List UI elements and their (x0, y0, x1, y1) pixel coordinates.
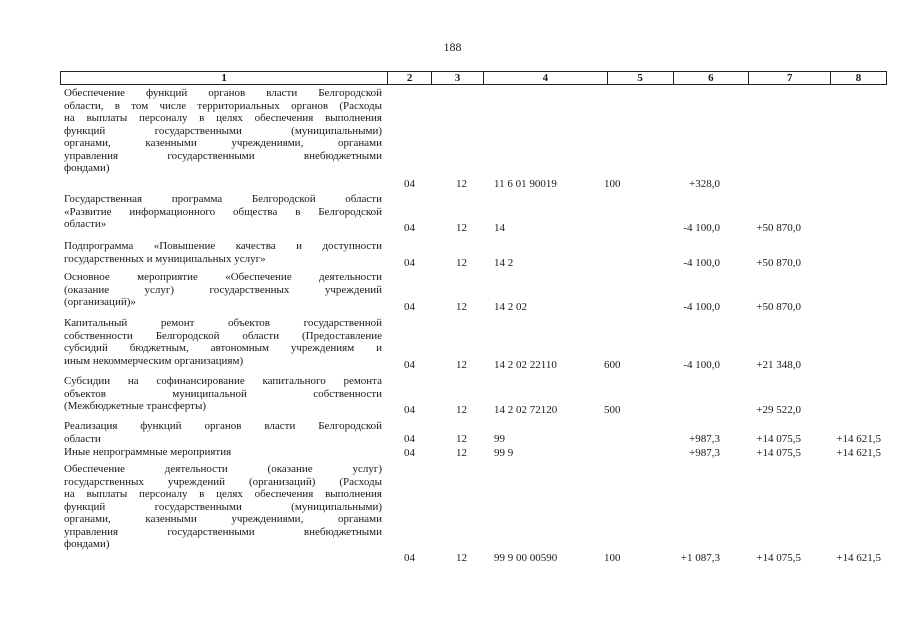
description-line: органами, казенными учреждениями, органами (64, 513, 382, 525)
cell-c5: 600 (604, 359, 621, 371)
description-line: Иные непрограммные мероприятия (64, 446, 232, 458)
cell-c3: 12 (456, 301, 467, 313)
row-description (64, 87, 382, 175)
cell-c2: 04 (404, 552, 415, 564)
cell-c6: -4 100,0 (683, 257, 720, 269)
cell-c2: 04 (404, 257, 415, 269)
column-header-1: 1 (61, 72, 388, 84)
cell-c7: +21 348,0 (756, 359, 801, 371)
description-line: области, в том числе территориальных органов (Расходы (64, 99, 382, 112)
description-line: государственных и муниципальных услуг» (64, 252, 266, 265)
description-line: «Развитие информационного общества в Белгородской (64, 205, 382, 218)
cell-c2: 04 (404, 447, 415, 459)
description-line: управления государственными внебюджетными (64, 149, 382, 162)
description-line: Подпрограмма «Повышение качества и доступности (64, 240, 382, 252)
cell-c6: -4 100,0 (683, 301, 720, 313)
description-line: государственных учреждений (организаций) (Расходы (64, 475, 382, 488)
table-header (60, 71, 887, 85)
cell-c2: 04 (404, 404, 415, 416)
description-line: области (64, 432, 101, 445)
cell-c2: 04 (404, 301, 415, 313)
description-line: области» (64, 218, 107, 230)
description-line: Государственная программа Белгородской области (64, 193, 382, 205)
description-line: Реализация функций органов власти Белгородской (64, 420, 382, 432)
cell-c4: 99 9 00 00590 (494, 552, 558, 564)
row-description (64, 240, 382, 265)
cell-c4: 11 6 01 90019 (494, 178, 557, 190)
description-line: органами, казенными учреждениями, органами (64, 137, 382, 149)
description-line: иным некоммерческим организациям) (64, 354, 244, 367)
description-line: управления государственными внебюджетными (64, 525, 382, 538)
cell-c3: 12 (456, 433, 467, 445)
column-header-4: 4 (484, 72, 608, 84)
cell-c3: 12 (456, 359, 467, 371)
cell-c7: +29 522,0 (756, 404, 801, 416)
row-description (64, 463, 382, 551)
description-line: функций государственными (муниципальными) (64, 124, 382, 137)
cell-c2: 04 (404, 222, 415, 234)
row-description (64, 375, 382, 413)
cell-c8: +14 621,5 (836, 447, 881, 459)
cell-c7: +50 870,0 (756, 222, 801, 234)
description-line: Основное мероприятие «Обеспечение деятельности (64, 271, 382, 283)
page-number: 188 (443, 40, 462, 54)
cell-c2: 04 (404, 178, 415, 190)
column-header-2: 2 (388, 72, 432, 84)
description-line: (организаций)» (64, 296, 136, 308)
description-line: объектов муниципальной собственности (64, 387, 382, 400)
description-line: (Межбюджетные трансферты) (64, 400, 206, 412)
cell-c7: +50 870,0 (756, 301, 801, 313)
cell-c6: +987,3 (689, 447, 720, 459)
description-line: фондами) (64, 162, 110, 174)
description-line: на выплаты персоналу в целях обеспечения выполнения (64, 488, 382, 500)
cell-c5: 500 (604, 404, 621, 416)
cell-c4: 99 9 (494, 447, 514, 459)
cell-c8: +14 621,5 (836, 433, 881, 445)
column-header-7: 7 (749, 72, 831, 84)
cell-c4: 14 2 (494, 257, 514, 269)
column-header-5: 5 (608, 72, 674, 84)
cell-c4: 14 2 02 72120 (494, 404, 558, 416)
cell-c4: 14 2 02 (494, 301, 527, 313)
cell-c4: 14 (494, 222, 505, 234)
description-line: на выплаты персоналу в целях обеспечения выполнения (64, 112, 382, 124)
description-line: (оказание услуг) государственных учреждений (64, 283, 382, 296)
cell-c3: 12 (456, 404, 467, 416)
description-line: субсидий бюджетным, автономным учреждениям и (64, 342, 382, 354)
row-description (64, 271, 382, 309)
cell-c3: 12 (456, 178, 467, 190)
column-header-3: 3 (432, 72, 484, 84)
cell-c4: 14 2 02 22110 (494, 359, 557, 371)
description-line: Субсидии на софинансирование капитального ремонта (64, 375, 382, 387)
cell-c2: 04 (404, 359, 415, 371)
cell-c6: -4 100,0 (683, 222, 720, 234)
description-line: функций государственными (муниципальными) (64, 500, 382, 513)
row-description (64, 446, 382, 459)
cell-c5: 100 (604, 552, 621, 564)
row-description (64, 193, 382, 231)
description-line: Обеспечение деятельности (оказание услуг) (64, 463, 382, 475)
column-header-6: 6 (674, 72, 750, 84)
cell-c7: +14 075,5 (756, 433, 801, 445)
cell-c5: 100 (604, 178, 621, 190)
cell-c7: +14 075,5 (756, 552, 801, 564)
row-description (64, 420, 382, 445)
row-description (64, 317, 382, 367)
description-line: фондами) (64, 538, 110, 550)
cell-c7: +14 075,5 (756, 447, 801, 459)
description-line: Капитальный ремонт объектов государственной (64, 317, 382, 329)
cell-c6: -4 100,0 (683, 359, 720, 371)
cell-c3: 12 (456, 257, 467, 269)
cell-c3: 12 (456, 447, 467, 459)
cell-c7: +50 870,0 (756, 257, 801, 269)
cell-c8: +14 621,5 (836, 552, 881, 564)
cell-c3: 12 (456, 222, 467, 234)
cell-c6: +328,0 (689, 178, 720, 190)
column-header-8: 8 (855, 72, 862, 84)
cell-c4: 99 (494, 433, 505, 445)
cell-c3: 12 (456, 552, 467, 564)
cell-c2: 04 (404, 433, 415, 445)
description-line: Обеспечение функций органов власти Белгородской (64, 87, 382, 99)
cell-c6: +1 087,3 (680, 552, 720, 564)
cell-c6: +987,3 (689, 433, 720, 445)
description-line: собственности Белгородской области (Предоставление (64, 329, 382, 342)
